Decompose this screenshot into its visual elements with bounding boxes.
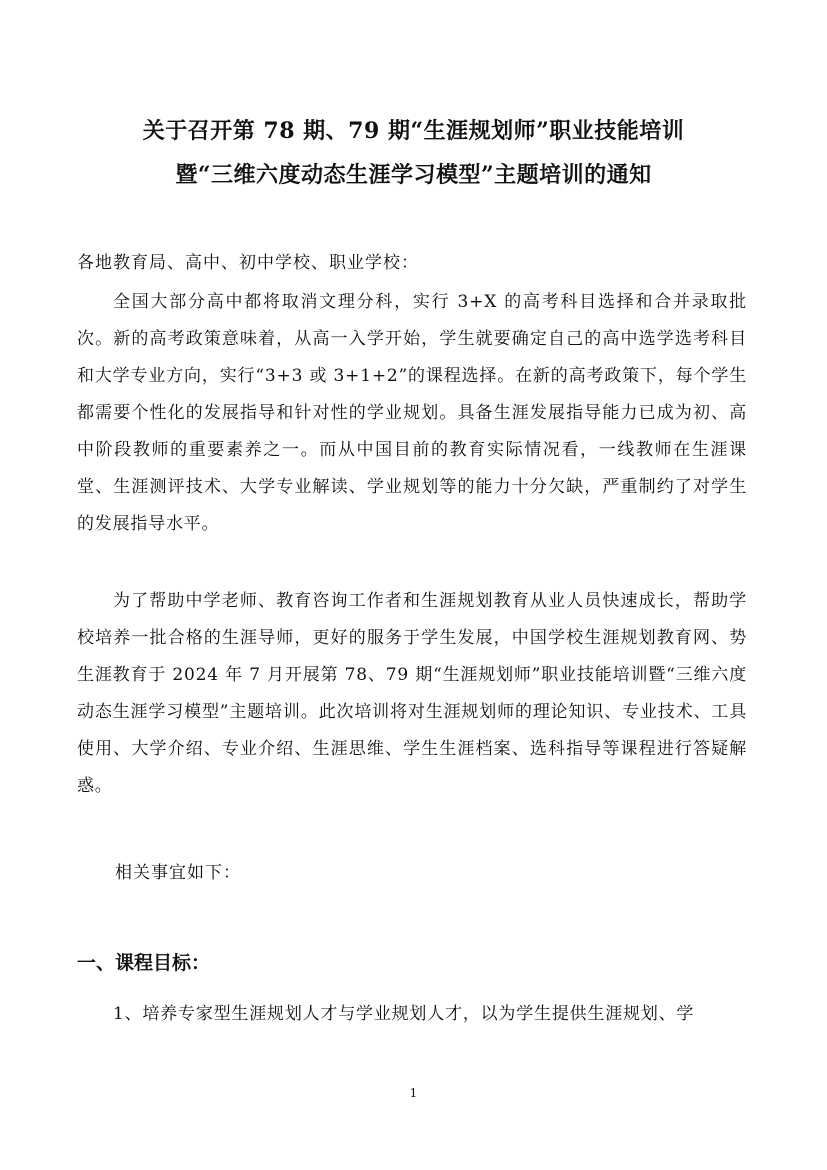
salutation: 各地教育局、高中、初中学校、职业学校： [77, 253, 419, 273]
course-goal-item-1: 1、培养专家型生涯规划人才与学业规划人才，以为学生提供生涯规划、学 [113, 1004, 695, 1024]
paragraph-training-purpose: 为了帮助中学老师、教育咨询工作者和生涯规划教育从业人员快速成长，帮助学校培养一批合格的生涯导师，更好的服务于学生发展，中国学校生涯规划教育网、势生涯教育于 2024 年 7 月开展第 78、79 期“生涯规划师”职业技能培训暨“三维六度动态生涯学习模型”主题培训。此次培训将对生涯规划师的理论知识、专业技术、工具使用、大学介绍、专业介绍、生涯思维、学生生涯档案、选科指导等课程进行答疑解惑。 [77, 591, 747, 796]
related-matters-intro: 相关事宜如下： [115, 863, 241, 883]
page-number: 1 [409, 1086, 418, 1100]
section-heading-course-goals: 一、课程目标： [77, 952, 211, 974]
notice-title-line-1: 关于召开第 78 期、79 期“生涯规划师”职业技能培训 [142, 118, 685, 144]
notice-title-line-2: 暨“三维六度动态生涯学习模型”主题培训的通知 [175, 162, 652, 188]
paragraph-background: 全国大部分高中都将取消文理分科，实行 3+X 的高考科目选择和合并录取批次。新的高考政策意味着，从高一入学开始，学生就要确定自己的高中选学选考科目和大学专业方向，实行“3+3 或 3+1+2”的课程选择。在新的高考政策下，每个学生都需要个性化的发展指导和针对性的学业规划。具备生涯发展指导能力已成为初、高中阶段教师的重要素养之一。而从中国目前的教育实际情况看，一线教师在生涯课堂、生涯测评技术、大学专业解读、学业规划等的能力十分欠缺，严重制约了对学生的发展指导水平。 [77, 292, 747, 534]
